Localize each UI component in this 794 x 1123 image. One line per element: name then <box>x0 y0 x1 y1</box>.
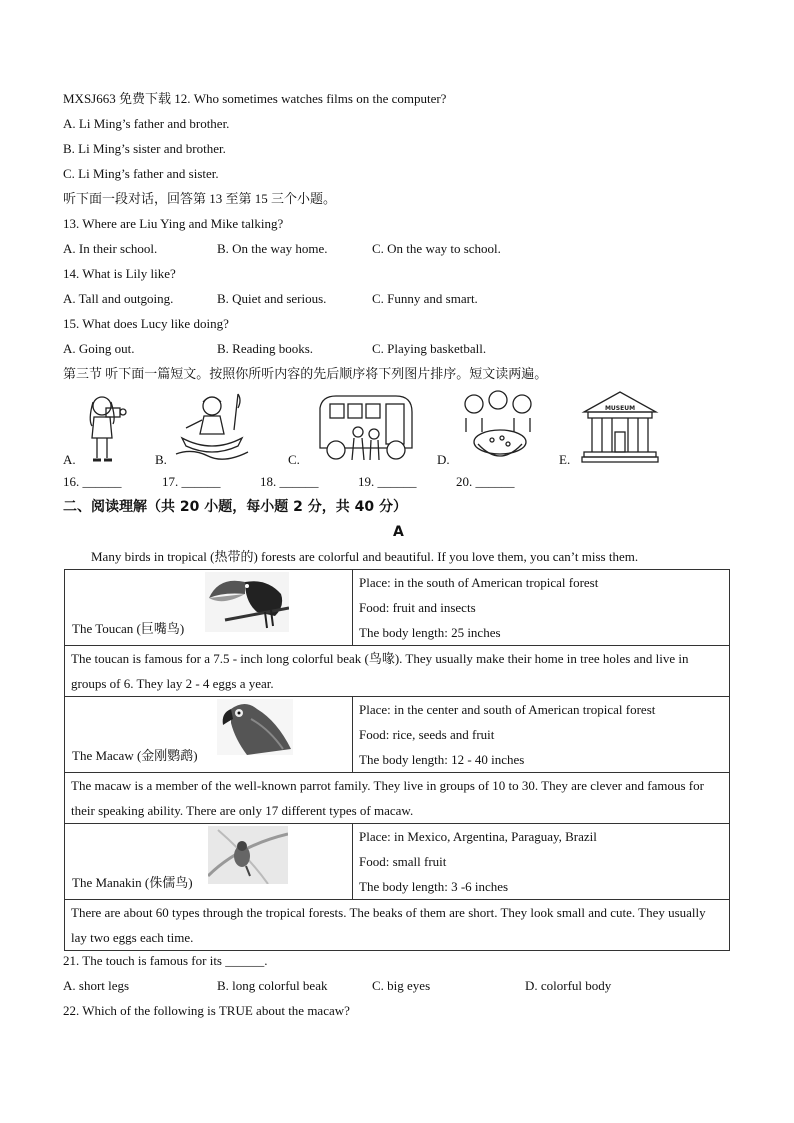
q12-option-a: A. Li Ming’s father and brother. <box>63 116 230 131</box>
instruction-13-15: 听下面一段对话，回答第 13 至第 15 三个小题。 <box>63 191 337 206</box>
bird-place: Place: in the center and south of American tropical forest <box>359 702 656 717</box>
bird-description: The toucan is famous for a 7.5 - inch long colorful beak (鸟喙). They usually make their home in tree holes and live in groups of 6. They lay 2 - 4 eggs a year. <box>65 646 730 697</box>
q21-option-c: C. big eyes <box>372 978 431 993</box>
museum-sign-text: MUSEUM <box>604 405 636 412</box>
question-14: 14. What is Lily like? <box>63 266 176 281</box>
bird-place: Place: in the south of American tropical forest <box>359 575 599 590</box>
section-3-instruction: 第三节 听下面一篇短文。按照你所听内容的先后顺序将下列图片排序。短文读两遍。 <box>63 366 548 381</box>
q12-option-c: C. Li Ming’s father and sister. <box>63 166 219 181</box>
macaw-image <box>217 699 293 755</box>
q13-option-a: A. In their school. <box>63 241 158 256</box>
bird-name: The Macaw (金刚鹦鹉) <box>72 748 198 763</box>
bird-name-cell <box>65 570 353 646</box>
boy-boat-picture <box>172 390 252 466</box>
passage-letter: A <box>393 524 404 540</box>
bird-description: The macaw is a member of the well-known parrot family. They live in groups of 10 to 30. They are clever and famous for their speaking ability. There are only 17 different types of macaw. <box>65 773 730 824</box>
bird-length: The body length: 25 inches <box>359 625 501 640</box>
q15-option-a: A. Going out. <box>63 341 135 356</box>
bird-length: The body length: 12 - 40 inches <box>359 752 525 767</box>
picture-label-e: E. <box>559 452 571 467</box>
q12-option-b: B. Li Ming’s sister and brother. <box>63 141 226 156</box>
school-bus-picture <box>316 390 416 464</box>
bird-name-cell <box>65 824 353 900</box>
blank-18[interactable]: 18. ______ <box>260 474 319 489</box>
table-row <box>65 570 730 646</box>
q14-option-a: A. Tall and outgoing. <box>63 291 174 306</box>
question-15: 15. What does Lucy like doing? <box>63 316 229 331</box>
question-22: 22. Which of the following is TRUE about the macaw? <box>63 1003 350 1018</box>
q21-option-a: A. short legs <box>63 978 130 993</box>
bird-place: Place: in Mexico, Argentina, Paraguay, Brazil <box>359 829 597 844</box>
bird-description: There are about 60 types through the tropical forests. The beaks of them are short. They look small and cute. They usually lay two eggs each time. <box>65 900 730 951</box>
blank-20[interactable]: 20. ______ <box>456 474 515 489</box>
bird-food: Food: fruit and insects <box>359 600 476 615</box>
bird-food: Food: small fruit <box>359 854 447 869</box>
bird-info-cell <box>353 697 730 773</box>
family-meal-picture <box>458 388 542 468</box>
bird-info-cell <box>353 570 730 646</box>
q13-option-b: B. On the way home. <box>217 241 328 256</box>
table-row <box>65 824 730 900</box>
table-row <box>65 900 730 951</box>
bird-info-cell <box>353 824 730 900</box>
picture-label-d: D. <box>437 452 450 467</box>
picture-label-a: A. <box>63 452 76 467</box>
table-row <box>65 697 730 773</box>
museum-picture <box>580 390 660 464</box>
question-12: MXSJ663 免费下载 12. Who sometimes watches films on the computer? <box>63 91 447 106</box>
q14-option-b: B. Quiet and serious. <box>217 291 327 306</box>
q21-option-b: B. long colorful beak <box>217 978 328 993</box>
girl-camera-picture <box>80 390 130 466</box>
picture-label-b: B. <box>155 452 167 467</box>
toucan-image <box>205 572 289 632</box>
bird-name-cell <box>65 697 353 773</box>
table-row <box>65 646 730 697</box>
birds-table <box>64 569 730 951</box>
blank-19[interactable]: 19. ______ <box>358 474 417 489</box>
blank-17[interactable]: 17. ______ <box>162 474 221 489</box>
passage-intro: Many birds in tropical (热带的) forests are colorful and beautiful. If you love them, you can’t miss them. <box>91 549 639 564</box>
bird-length: The body length: 3 -6 inches <box>359 879 509 894</box>
table-row <box>65 773 730 824</box>
manakin-image <box>208 826 288 884</box>
question-13: 13. Where are Liu Ying and Mike talking? <box>63 216 284 231</box>
reading-section-heading: 二、阅读理解（共 20 小题，每小题 2 分，共 40 分） <box>63 499 407 515</box>
picture-label-c: C. <box>288 452 300 467</box>
q13-option-c: C. On the way to school. <box>372 241 501 256</box>
q14-option-c: C. Funny and smart. <box>372 291 478 306</box>
q15-option-c: C. Playing basketball. <box>372 341 487 356</box>
question-21: 21. The touch is famous for its ______. <box>63 953 268 968</box>
blank-16[interactable]: 16. ______ <box>63 474 122 489</box>
bird-name: The Manakin (侏儒鸟) <box>72 875 193 890</box>
q15-option-b: B. Reading books. <box>217 341 314 356</box>
bird-food: Food: rice, seeds and fruit <box>359 727 495 742</box>
q21-option-d: D. colorful body <box>525 978 612 993</box>
bird-name: The Toucan (巨嘴鸟) <box>72 621 185 636</box>
